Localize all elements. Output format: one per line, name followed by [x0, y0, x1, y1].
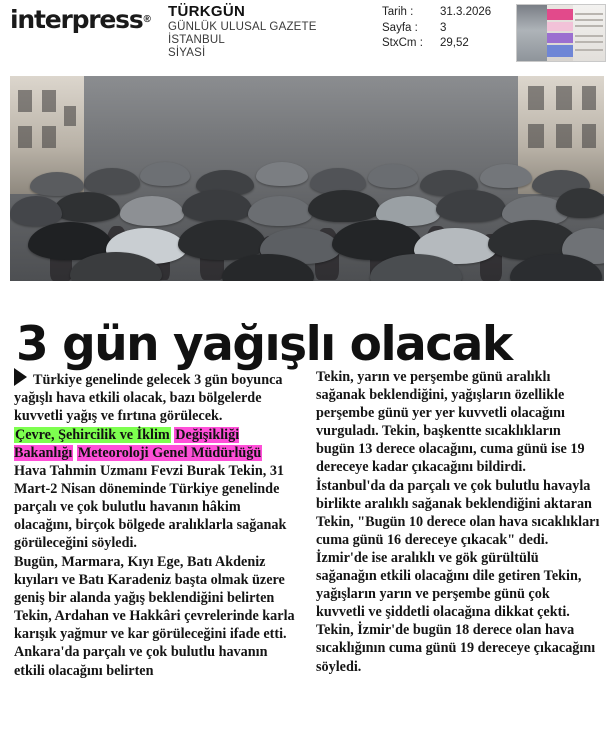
window-shape	[18, 90, 32, 112]
article-paragraph	[316, 477, 600, 675]
window-shape	[42, 90, 56, 112]
umbrella-icon	[182, 190, 252, 222]
thumbnail-text-line	[575, 13, 603, 15]
window-shape	[556, 124, 572, 148]
article-column-left	[14, 368, 298, 681]
paper-type: SİYASİ	[168, 46, 206, 59]
window-shape	[582, 124, 596, 148]
meta-row-stxcm	[382, 36, 491, 52]
page-title: 3 gün yağışlı olacak	[16, 317, 512, 373]
page-header	[0, 0, 614, 66]
paragraph-text: Türkiye genelinde gelecek 3 gün boyunca yağışlı hava etkili olacak, bazı bölgelerde kuvvetli yağış ve fırtına görülecek.	[14, 372, 283, 425]
meta-value-page: 3	[440, 21, 447, 34]
clipping-metadata	[382, 5, 491, 52]
umbrella-icon	[10, 196, 62, 226]
page-thumbnail[interactable]	[516, 4, 606, 62]
meta-row-date	[382, 5, 491, 21]
paper-subtitle: GÜNLÜK ULUSAL GAZETE	[168, 20, 317, 33]
highlight-green: Çevre, Şehircilik ve İklim	[15, 427, 170, 444]
article-paragraph	[14, 368, 298, 425]
umbrella-icon	[120, 196, 184, 226]
interpress-logo	[10, 4, 151, 34]
thumbnail-band-1	[547, 9, 573, 20]
crowd-with-umbrellas-photo	[10, 76, 604, 281]
masthead	[168, 4, 317, 59]
umbrella-icon	[368, 164, 418, 188]
window-shape	[18, 126, 32, 148]
thumbnail-text-line	[575, 25, 603, 27]
thumbnail-text-line	[575, 49, 603, 51]
article-paragraph	[316, 368, 600, 476]
umbrella-icon	[84, 168, 140, 194]
paragraph-text: İstanbul'da da parçalı ve çok bulutlu havayla birlikte aralıklı sağanak beklendiğini aktaran Tekin, "Bugün 10 derece olan hava sıcaklıkları cuma günü 16 dereceye çıkacak" dedi. İzmir'de ise aralıklı ve gök gürültülü sağanağın etkili olacağını dile getiren Tekin, yağışların yarın ve perşembe günü çok kuvvetli ve şiddetli olacağına dikkat çekti. Tekin, İzmir'de bugün 18 derece olan hava sıcaklığının cuma günü 19 dereceye çıkacağını söyledi.	[316, 478, 600, 675]
logo-text: interpress	[10, 4, 143, 34]
window-shape	[528, 86, 544, 110]
window-shape	[556, 86, 572, 110]
meta-value-stxcm: 29,52	[440, 37, 469, 50]
window-shape	[582, 86, 596, 110]
thumbnail-text-line	[575, 19, 603, 21]
umbrella-icon	[480, 164, 532, 188]
paper-city: İSTANBUL	[168, 33, 225, 46]
paper-name: TÜRKGÜN	[168, 3, 246, 20]
window-shape	[528, 124, 544, 148]
window-shape	[64, 106, 76, 126]
thumbnail-column-left	[517, 5, 547, 61]
article-body	[14, 368, 600, 681]
article-paragraph-highlighted	[14, 426, 298, 552]
highlight-pink-1: Değişikliği Bakanlığı	[14, 427, 240, 462]
umbrella-icon	[436, 190, 506, 222]
meta-value-date: 31.3.2026	[440, 6, 492, 18]
thumbnail-text-line	[575, 41, 603, 43]
meta-label-date: Tarih :	[382, 6, 414, 18]
registered-mark-icon: ®	[143, 13, 151, 25]
umbrella-icon	[248, 196, 312, 226]
umbrella-icon	[308, 190, 380, 222]
umbrella-icon	[256, 162, 308, 186]
thumbnail-band-3	[547, 33, 573, 43]
paragraph-text: Tekin, yarın ve perşembe günü aralıklı sağanak beklendiğini, yağışların özellikle perşembe günü yer yer kuvvetli olacağını vurguladı. Tekin, başkentte sıcaklıkların bugün 13 derece olacağını, cuma günü ise 19 dereceye kadar çıkacağını bildirdi.	[316, 369, 585, 476]
meta-label-page: Sayfa :	[382, 21, 418, 34]
highlight-pink-2: Meteoroloji Genel Müdürlüğü	[77, 445, 262, 462]
umbrella-icon	[140, 162, 190, 186]
umbrella-icon	[556, 188, 604, 218]
article-column-right	[316, 368, 600, 681]
thumbnail-band-2	[547, 22, 573, 31]
thumbnail-band-4	[547, 45, 573, 57]
thumbnail-text-line	[575, 35, 603, 37]
meta-row-page	[382, 21, 491, 37]
umbrella-icon	[54, 192, 120, 222]
meta-label-stxcm: StxCm :	[382, 37, 423, 50]
paragraph-text: Bugün, Marmara, Kıyı Ege, Batı Akdeniz kıyıları ve Batı Karadeniz başta olmak üzere geniş bir alanda yağış beklendiğini belirten Tekin, Ardahan ve Hakkâri çevrelerinde karla karışık yağmur ve kar görüleceğini ifade etti. Ankara'da parçalı ve çok bulutlu havanın etkili olacağını belirten	[14, 554, 295, 679]
window-shape	[42, 126, 56, 148]
article-paragraph	[14, 553, 298, 679]
paragraph-text-rest: Hava Tahmin Uzmanı Fevzi Burak Tekin, 31 Mart-2 Nisan döneminde Türkiye genelinde parçalı ve çok bulutlu havanın hâkim olacağını, birçok bölgede aralıklarla sağanak görüleceğini söyledi.	[14, 463, 287, 552]
triangle-bullet-icon	[14, 368, 27, 386]
